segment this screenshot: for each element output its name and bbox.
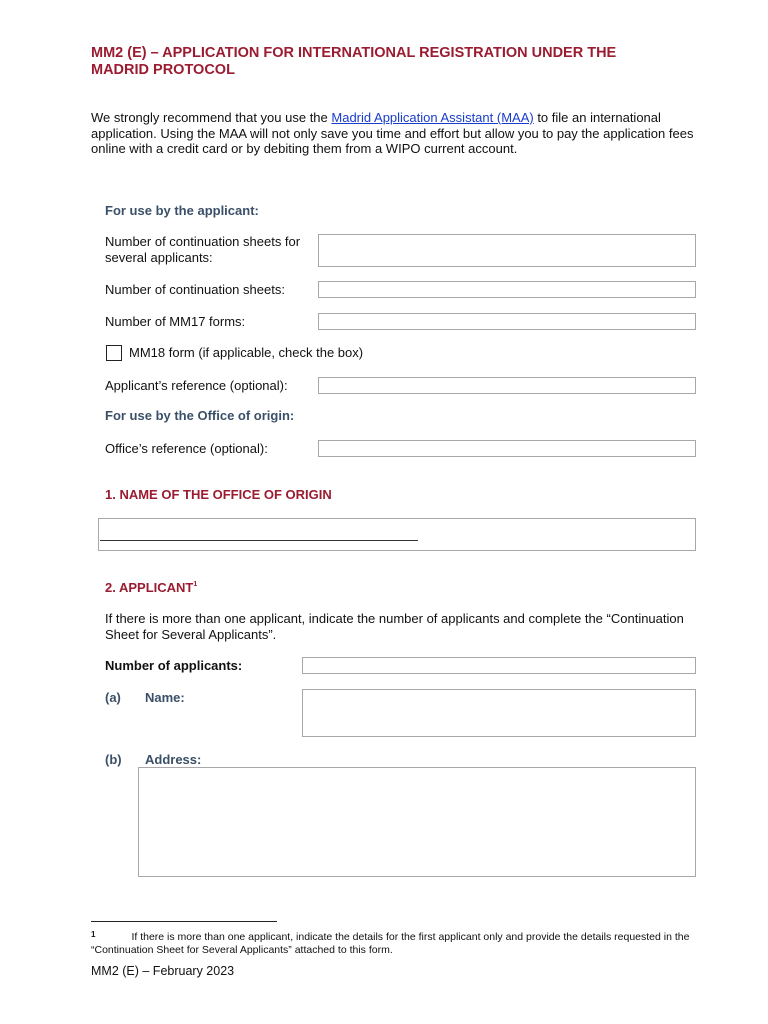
applicant-address-field[interactable] bbox=[138, 767, 696, 877]
applicant-use-heading: For use by the applicant: bbox=[105, 203, 259, 218]
applicant-ref-field[interactable] bbox=[318, 377, 696, 394]
form-title: MM2 (E) – APPLICATION FOR INTERNATIONAL REGISTRATION UNDER THE MADRID PROTOCOL bbox=[91, 45, 617, 78]
continuation-sheets-label: Number of continuation sheets: bbox=[105, 282, 285, 297]
name-label: Name: bbox=[145, 690, 185, 705]
number-of-applicants-field[interactable] bbox=[302, 657, 696, 674]
footnote-text: If there is more than one applicant, indicate the details for the first applicant only and provide the details requested in the “Continuation Sheet for Several Applicants” attached to this form. bbox=[91, 931, 690, 956]
intro-paragraph bbox=[91, 110, 701, 157]
mm18-checkbox[interactable] bbox=[106, 345, 122, 361]
intro-text-end: to file an international application. Using the MAA will not only save you time and effort but allow you to pay the application fees online with a credit card or by debiting them from a WIPO current account. bbox=[91, 110, 694, 156]
applicant-ref-label: Applicant’s reference (optional): bbox=[105, 378, 288, 393]
intro-text-start: We strongly recommend that you use the bbox=[91, 110, 332, 125]
continuation-sheets-field[interactable] bbox=[318, 281, 696, 298]
mm17-label: Number of MM17 forms: bbox=[105, 314, 246, 329]
mm17-field[interactable] bbox=[318, 313, 696, 330]
page-footer: MM2 (E) – February 2023 bbox=[91, 964, 235, 978]
continuation-several-label: Number of continuation sheets for several applicants: bbox=[105, 234, 301, 265]
section-1-heading: 1. NAME OF THE OFFICE OF ORIGIN bbox=[105, 487, 332, 502]
office-ref-field[interactable] bbox=[318, 440, 696, 457]
office-of-origin-field[interactable] bbox=[98, 518, 696, 551]
address-marker: (b) bbox=[105, 752, 122, 767]
footnote bbox=[91, 928, 691, 957]
section-2-title: 2. APPLICANT bbox=[105, 580, 194, 595]
office-ref-label: Office’s reference (optional): bbox=[105, 441, 268, 456]
section-2-heading bbox=[105, 580, 197, 595]
continuation-several-field[interactable] bbox=[318, 234, 696, 267]
address-label: Address: bbox=[145, 752, 202, 767]
name-marker: (a) bbox=[105, 690, 121, 705]
office-use-heading: For use by the Office of origin: bbox=[105, 408, 295, 423]
office-of-origin-underline bbox=[100, 540, 418, 541]
number-of-applicants-label: Number of applicants: bbox=[105, 658, 243, 673]
footnote-marker: 1 bbox=[91, 930, 96, 939]
mm18-label: MM18 form (if applicable, check the box) bbox=[129, 345, 364, 360]
maa-link[interactable]: Madrid Application Assistant (MAA) bbox=[331, 110, 534, 125]
footnote-separator bbox=[91, 921, 277, 922]
footnote-reference: 1 bbox=[193, 581, 198, 588]
applicant-name-field[interactable] bbox=[302, 689, 696, 737]
applicant-instruction: If there is more than one applicant, indicate the number of applicants and complete the “Continuation Sheet for Several Applicants”. bbox=[105, 611, 684, 642]
